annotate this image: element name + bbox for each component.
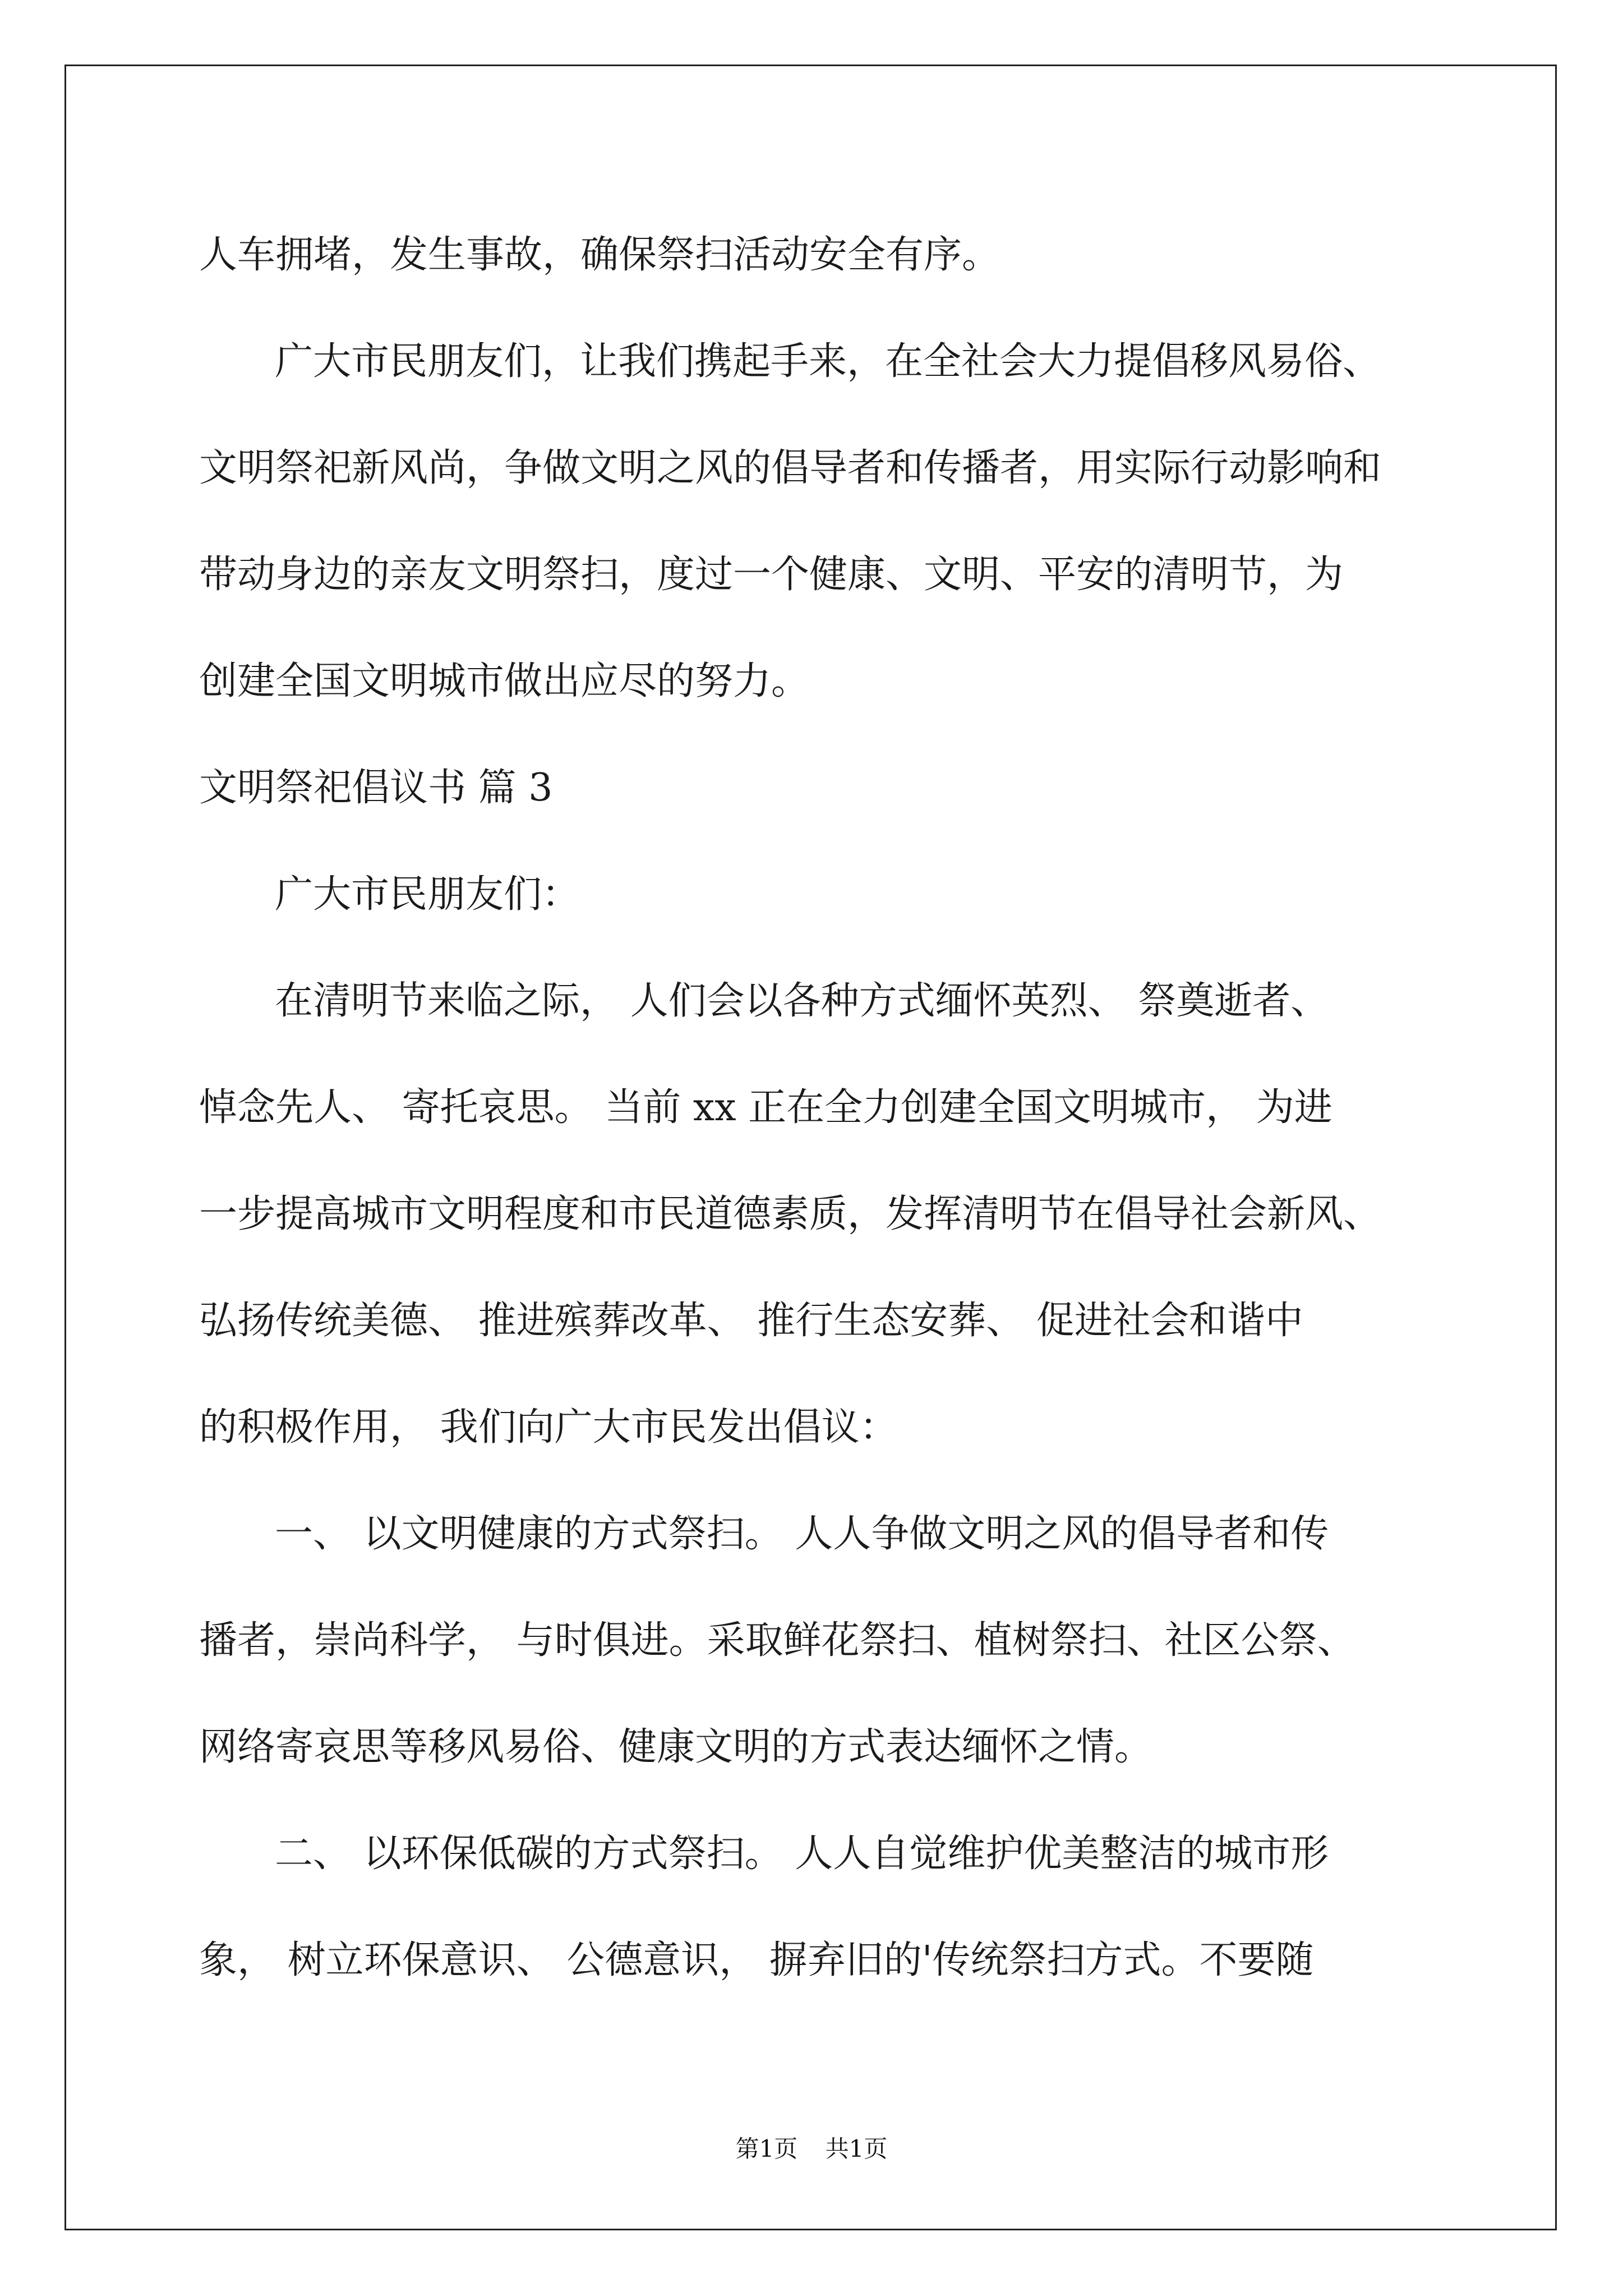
text-line: 在清明节来临之际， 人们会以各种方式缅怀英烈、 祭奠逝者、 — [275, 979, 1329, 1023]
text-line: 播者，崇尚科学， 与时俱进。采取鲜花祭扫、植树祭扫、社区公祭、 — [199, 1618, 1355, 1663]
text-line: 广大市民朋友们，让我们携起手来，在全社会大力提倡移风易俗、 — [275, 339, 1381, 384]
page-number: 第1页 — [735, 2135, 798, 2162]
page-total: 共1页 — [825, 2135, 888, 2162]
text-line: 一步提高城市文明程度和市民道德素质，发挥清明节在倡导社会新风、 — [199, 1192, 1382, 1236]
text-line: 网络寄哀思等移风易俗、健康文明的方式表达缅怀之情。 — [199, 1725, 1153, 1769]
text-line: 悼念先人、 寄托哀思。 当前 xx 正在全力创建全国文明城市， 为进 — [199, 1085, 1332, 1130]
text-line: 文明祭祀新风尚，争做文明之风的倡导者和传播者，用实际行动影响和 — [199, 446, 1382, 490]
text-line: 一、 以文明健康的方式祭扫。 人人争做文明之风的倡导者和传 — [275, 1512, 1329, 1556]
document-body — [199, 202, 1450, 2014]
page-footer — [0, 2131, 1623, 2164]
section-heading: 文明祭祀倡议书 篇 3 — [199, 766, 553, 810]
text-line: 二、 以环保低碳的方式祭扫。 人人自觉维护优美整洁的城市形 — [275, 1832, 1329, 1876]
text-line: 人车拥堵，发生事故，确保祭扫活动安全有序。 — [199, 233, 1000, 277]
text-line: 的积极作用， 我们向广大市民发出倡议： — [199, 1405, 898, 1450]
salutation: 广大市民朋友们： — [275, 872, 580, 917]
text-line: 象， 树立环保意识、 公德意识， 摒弃旧的'传统祭扫方式。不要随 — [199, 1938, 1314, 1982]
text-line: 弘扬传统美德、 推进殡葬改革、 推行生态安葬、 促进社会和谐中 — [199, 1299, 1303, 1343]
text-line: 创建全国文明城市做出应尽的努力。 — [199, 659, 810, 703]
text-line: 带动身边的亲友文明祭扫，度过一个健康、文明、平安的清明节，为 — [199, 553, 1344, 597]
